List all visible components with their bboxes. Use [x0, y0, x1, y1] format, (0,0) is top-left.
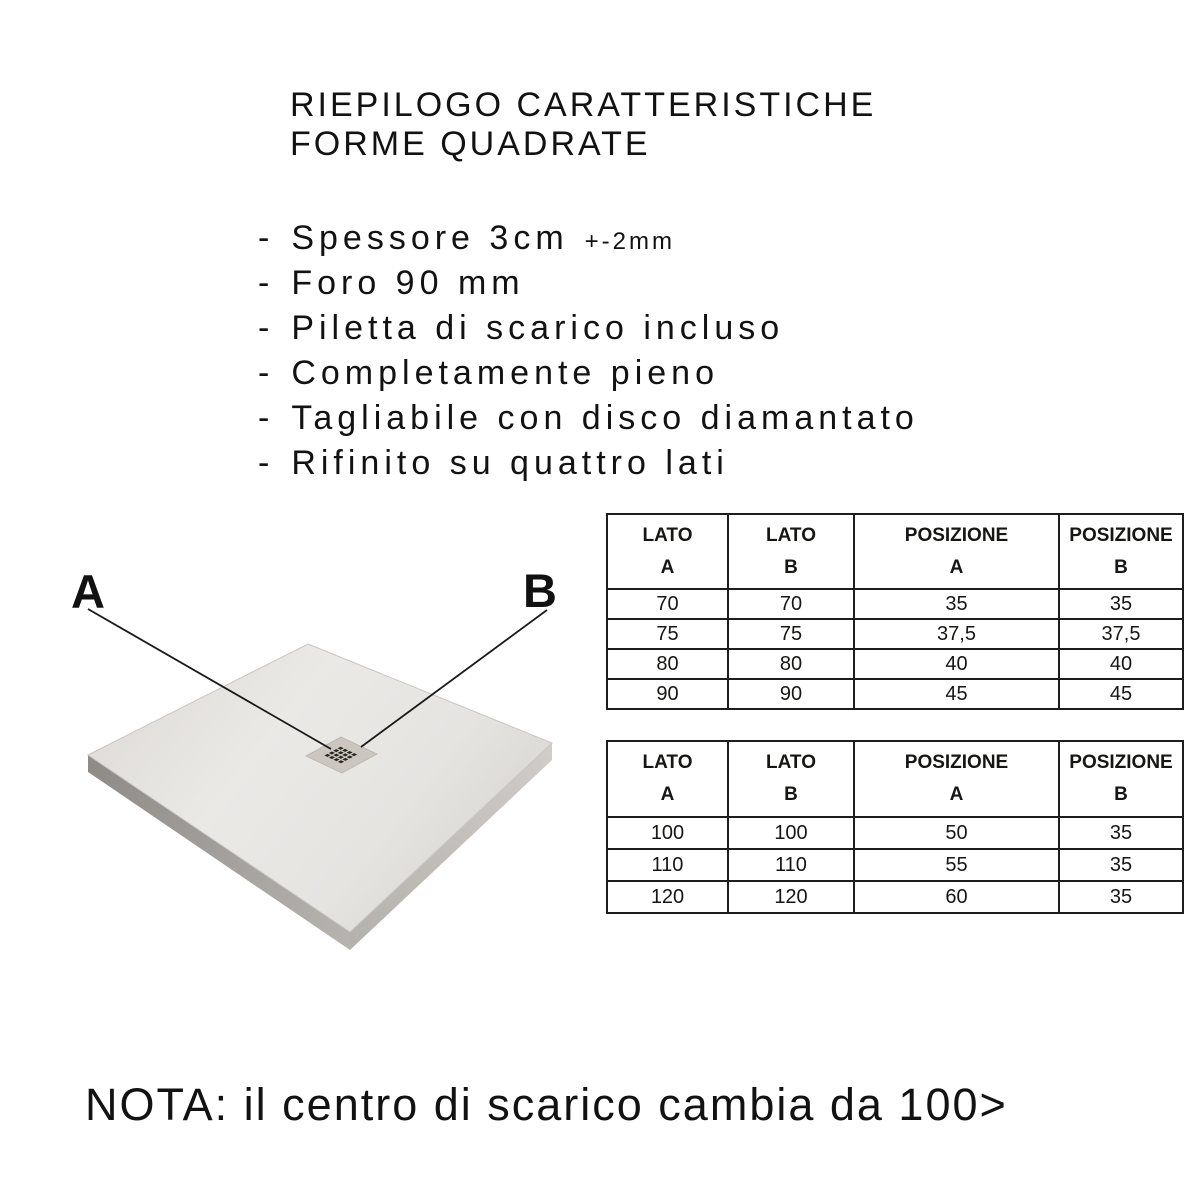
page-title: [290, 86, 876, 164]
feature-item-spessore: [258, 219, 919, 264]
cell: 110: [728, 849, 854, 881]
feature-item-foro: [258, 264, 919, 309]
table-row: [607, 817, 1183, 849]
cell: 50: [854, 817, 1059, 849]
cell: 120: [607, 881, 728, 913]
dimensions-table-small-sizes: [606, 513, 1184, 710]
cell: 70: [607, 589, 728, 619]
cell: 35: [1059, 849, 1183, 881]
table-row: [607, 619, 1183, 649]
cell: 37,5: [1059, 619, 1183, 649]
tray-top-face: [88, 644, 552, 932]
cell: 35: [854, 589, 1059, 619]
cell: 80: [607, 649, 728, 679]
label-a: A: [71, 565, 105, 618]
feature-item-pieno: [258, 354, 919, 399]
cell: 90: [728, 679, 854, 709]
cell: 90: [607, 679, 728, 709]
feature-item-piletta: [258, 309, 919, 354]
feature-item-tagliabile: [258, 399, 919, 444]
cell: 40: [1059, 649, 1183, 679]
table-row: [607, 649, 1183, 679]
cell: 100: [607, 817, 728, 849]
cell: 35: [1059, 881, 1183, 913]
feature-text: Rifinito su quattro lati: [291, 444, 729, 482]
bullet-dash: -: [258, 444, 270, 482]
table-row: [607, 849, 1183, 881]
cell: 35: [1059, 817, 1183, 849]
cell: 70: [728, 589, 854, 619]
bullet-dash: -: [258, 219, 270, 257]
table-row: [607, 881, 1183, 913]
cell: 60: [854, 881, 1059, 913]
cell: 45: [1059, 679, 1183, 709]
col-header-posizione-a: POSIZIONE A: [854, 741, 1059, 817]
bullet-dash: -: [258, 354, 270, 392]
cell: 37,5: [854, 619, 1059, 649]
col-header-lato-a: LATO A: [607, 741, 728, 817]
cell: 55: [854, 849, 1059, 881]
cell: 110: [607, 849, 728, 881]
cell: 40: [854, 649, 1059, 679]
col-header-posizione-b: POSIZIONE B: [1059, 514, 1183, 589]
cell: 100: [728, 817, 854, 849]
bullet-dash: -: [258, 309, 270, 347]
feature-item-rifinito: [258, 444, 919, 489]
feature-text: Tagliabile con disco diamantato: [291, 399, 919, 437]
feature-text: Piletta di scarico incluso: [291, 309, 785, 347]
cell: 80: [728, 649, 854, 679]
cell: 75: [607, 619, 728, 649]
col-header-lato-a: LATO A: [607, 514, 728, 589]
table-row: [607, 679, 1183, 709]
col-header-posizione-b: POSIZIONE B: [1059, 741, 1183, 817]
cell: 75: [728, 619, 854, 649]
cell: 35: [1059, 589, 1183, 619]
cell: 45: [854, 679, 1059, 709]
dimensions-table-large-sizes: [606, 740, 1184, 914]
col-header-lato-b: LATO B: [728, 514, 854, 589]
title-line1: RIEPILOGO CARATTERISTICHE: [290, 86, 877, 124]
col-header-lato-b: LATO B: [728, 741, 854, 817]
feature-text: Spessore 3cm: [291, 219, 569, 257]
bullet-dash: -: [258, 399, 270, 437]
col-header-posizione-a: POSIZIONE A: [854, 514, 1059, 589]
cell: 120: [728, 881, 854, 913]
table-row: [607, 589, 1183, 619]
feature-text: Foro 90 mm: [291, 264, 525, 302]
feature-list: [258, 219, 919, 489]
note-text: NOTA: il centro di scarico cambia da 100>: [85, 1079, 1008, 1130]
header-row: [607, 741, 1183, 817]
feature-text: Completamente pieno: [291, 354, 719, 392]
bullet-dash: -: [258, 264, 270, 302]
tolerance-note: +-2mm: [584, 228, 675, 255]
shower-tray-diagram: [40, 550, 600, 960]
title-line2: FORME QUADRATE: [290, 125, 651, 163]
label-b: B: [523, 564, 557, 617]
header-row: [607, 514, 1183, 589]
